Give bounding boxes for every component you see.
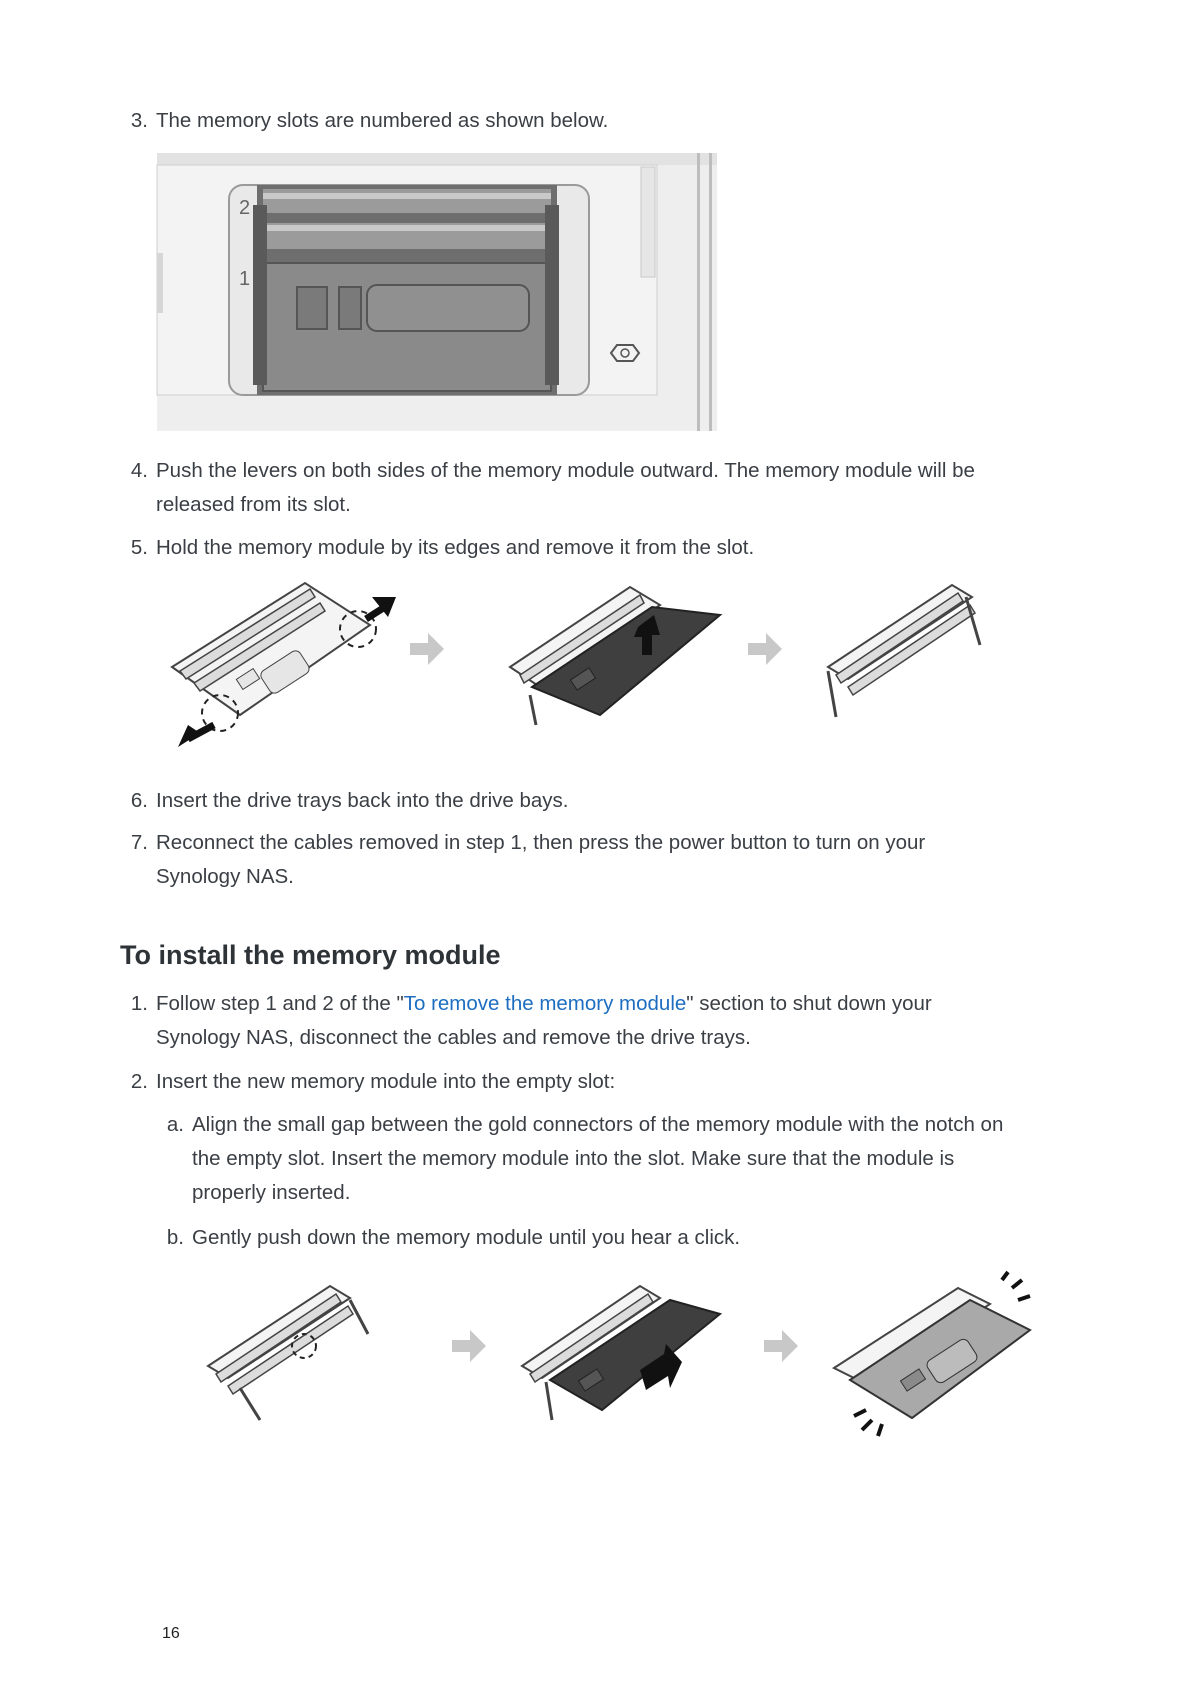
arrow-right-icon [748,633,782,665]
removal-step-lift [510,587,720,725]
removal-step-empty [828,585,980,717]
page-number: 16 [162,1625,180,1642]
step-number: a. [166,1113,184,1136]
step-text-cont: the empty slot. Insert the memory module into the slot. Make sure that the module is [192,1147,955,1170]
removal-sequence-figure [160,575,1060,765]
install-step-1 [120,987,1120,1057]
step-text-post: " section to shut down your [686,992,932,1015]
step-text-cont: released from its slot. [156,493,351,516]
arrow-right-icon [452,1330,486,1362]
step-number: 1. [130,992,148,1015]
install-sequence-figure [200,1270,1080,1450]
step-text: Push the levers on both sides of the memory module outward. The memory module will be [156,459,975,482]
step-4 [120,454,1120,524]
step-text: Insert the new memory module into the empty slot: [156,1070,616,1093]
step-text: Align the small gap between the gold connectors of the memory module with the notch on [192,1113,1004,1136]
step-text: Reconnect the cables removed in step 1, then press the power button to turn on your [156,831,926,854]
arrow-right-icon [410,633,444,665]
step-text-cont: Synology NAS. [156,865,294,888]
step-text [156,987,932,1021]
slot-1-label: 1 [239,268,251,290]
install-step-align [208,1286,368,1420]
install-step-click [834,1272,1030,1436]
step-number: 7. [130,831,148,854]
step-text: Hold the memory module by its edges and remove it from the slot. [156,536,755,559]
step-number: 4. [130,459,148,482]
install-step-insert [522,1286,720,1420]
step-number: 3. [130,109,148,132]
step-number: 6. [130,789,148,812]
step-text-cont: properly inserted. [192,1181,351,1204]
removal-step-levers [172,583,396,747]
step-number: b. [166,1226,184,1249]
section-heading: To install the memory module [120,940,501,970]
step-text: Insert the drive trays back into the drive bays. [156,789,569,812]
step-text: The memory slots are numbered as shown below. [156,109,609,132]
remove-section-link[interactable]: To remove the memory module [403,992,687,1015]
step-text-cont: Synology NAS, disconnect the cables and remove the drive trays. [156,1026,751,1049]
step-text: Gently push down the memory module until you hear a click. [192,1226,741,1249]
memory-slots-figure [157,153,717,431]
install-substep-a [156,1108,1136,1212]
step-number: 5. [130,536,148,559]
arrow-right-icon [764,1330,798,1362]
step-text-pre: Follow step 1 and 2 of the " [156,992,404,1015]
step-number: 2. [130,1070,148,1093]
slot-2-label: 2 [239,197,251,219]
step-7 [120,826,1120,896]
